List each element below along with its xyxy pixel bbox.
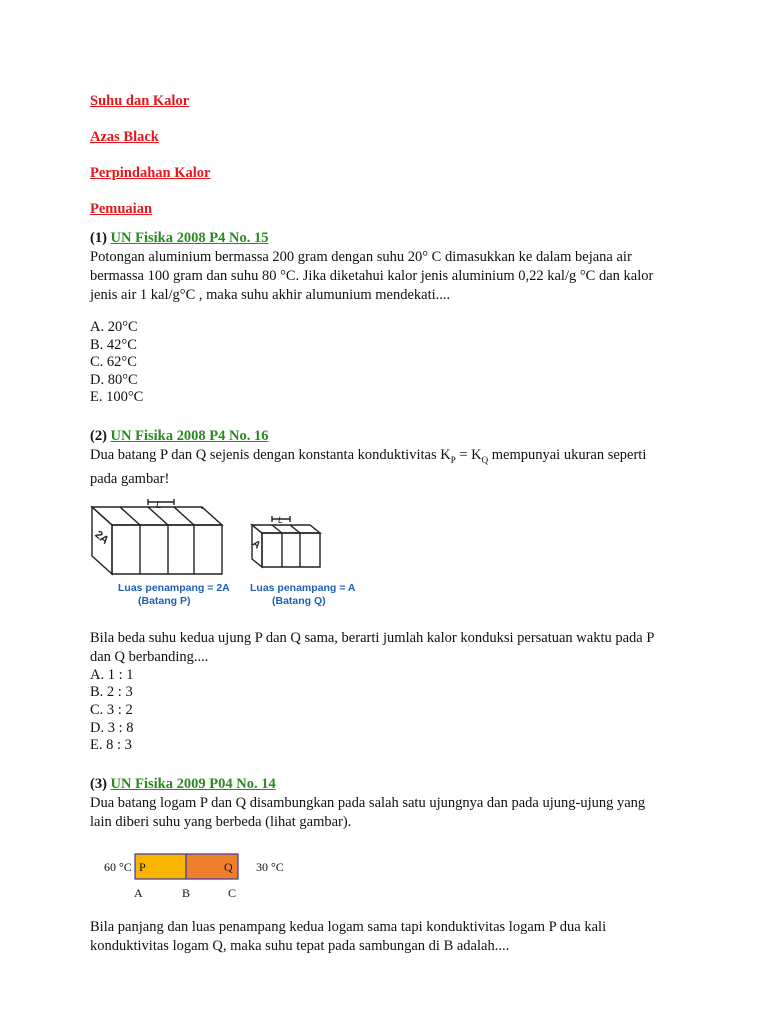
bar-q-face-label: A bbox=[249, 538, 263, 552]
point-a-label: A bbox=[134, 885, 143, 900]
option: C. 3 : 2 bbox=[90, 702, 133, 719]
caption-q-line2: (Batang Q) bbox=[272, 594, 326, 607]
point-b-label: B bbox=[182, 885, 191, 900]
joined-rods-figure bbox=[90, 852, 310, 902]
question-number: (2) bbox=[90, 427, 107, 444]
option: E. 8 : 3 bbox=[90, 737, 132, 754]
point-c-label: C bbox=[228, 885, 237, 900]
question-3-source-link[interactable]: UN Fisika 2009 P04 No. 14 bbox=[110, 775, 276, 792]
option: D. 80°C bbox=[90, 371, 138, 388]
caption-p-line2: (Batang P) bbox=[138, 594, 191, 607]
link-suhu-dan-kalor[interactable]: Suhu dan Kalor bbox=[90, 93, 190, 109]
question-3-after-line: konduktivitas logam Q, maka suhu tepat pada sambungan di B adalah.... bbox=[90, 937, 510, 954]
caption-q-line1: Luas penampang = A bbox=[250, 581, 356, 594]
rod-q-label: Q bbox=[224, 859, 233, 874]
bars-p-q-figure bbox=[90, 499, 390, 619]
link-pemuaian[interactable]: Pemuaian bbox=[90, 201, 153, 217]
question-1-source-link[interactable]: UN Fisika 2008 P4 No. 15 bbox=[110, 230, 269, 246]
bars-figure-svg bbox=[90, 499, 390, 619]
question-1-text-line: jenis air 1 kal/g°C , maka suhu akhir alumunium mendekati.... bbox=[90, 287, 451, 303]
right-temperature: 30 °C bbox=[256, 859, 284, 874]
bar-p-face-label: 2A bbox=[92, 528, 111, 547]
question-3-text-line: Dua batang logam P dan Q disambungkan pada salah satu ujungnya dan pada ujung-ujung yang bbox=[90, 794, 646, 811]
rod-p-label: P bbox=[139, 859, 146, 874]
option: A. 20°C bbox=[90, 319, 138, 335]
option: B. 2 : 3 bbox=[90, 684, 133, 701]
question-2-source-link[interactable]: UN Fisika 2008 P4 No. 16 bbox=[110, 427, 269, 444]
document-page bbox=[90, 92, 690, 956]
question-1-text-line: bermassa 100 gram dan suhu 80 °C. Jika diketahui kalor jenis aluminium 0,22 kal/g °C dan kalor bbox=[90, 268, 654, 284]
question-3-text-line: lain diberi suhu yang berbeda (lihat gambar). bbox=[90, 813, 352, 830]
link-azas-black[interactable]: Azas Black bbox=[90, 129, 159, 145]
subscript-p: P bbox=[450, 454, 456, 465]
question-2-text-line: pada gambar! bbox=[90, 470, 170, 487]
question-3-header bbox=[90, 775, 690, 794]
caption-p-line1: Luas penampang = 2A bbox=[118, 581, 230, 594]
text-segment: = K bbox=[455, 446, 482, 463]
text-segment: mempunyai ukuran seperti bbox=[488, 446, 647, 463]
subscript-q: Q bbox=[481, 454, 489, 465]
question-2-text-line bbox=[90, 446, 690, 470]
option: E. 100°C bbox=[90, 389, 144, 406]
option: C. 62°C bbox=[90, 354, 137, 371]
length-label-p: L bbox=[156, 499, 162, 511]
text-segment: Dua batang P dan Q sejenis dengan konstanta konduktivitas K bbox=[90, 446, 451, 463]
question-1-options bbox=[90, 319, 690, 407]
option: A. 1 : 1 bbox=[90, 666, 134, 683]
question-2-after-line: dan Q berbanding.... bbox=[90, 648, 209, 665]
question-1-text-line: Potongan aluminium bermassa 200 gram dengan suhu 20° C dimasukkan ke dalam bejana air bbox=[90, 249, 632, 265]
left-temperature: 60 °C bbox=[104, 859, 132, 874]
question-2-options bbox=[90, 667, 690, 755]
option: D. 3 : 8 bbox=[90, 719, 134, 736]
joined-rods-svg bbox=[90, 852, 310, 902]
question-1-header bbox=[90, 229, 690, 248]
question-number: (3) bbox=[90, 775, 107, 792]
link-perpindahan-kalor[interactable]: Perpindahan Kalor bbox=[90, 165, 211, 181]
length-label-q: L bbox=[278, 514, 284, 525]
question-2-after-line: Bila beda suhu kedua ujung P dan Q sama, berarti jumlah kalor konduksi persatuan waktu pada P bbox=[90, 629, 655, 646]
question-3-after-line: Bila panjang dan luas penampang kedua logam sama tapi konduktivitas logam P dua kali bbox=[90, 918, 607, 935]
option: B. 42°C bbox=[90, 336, 137, 353]
question-2-header bbox=[90, 427, 690, 446]
question-number: (1) bbox=[90, 230, 107, 246]
